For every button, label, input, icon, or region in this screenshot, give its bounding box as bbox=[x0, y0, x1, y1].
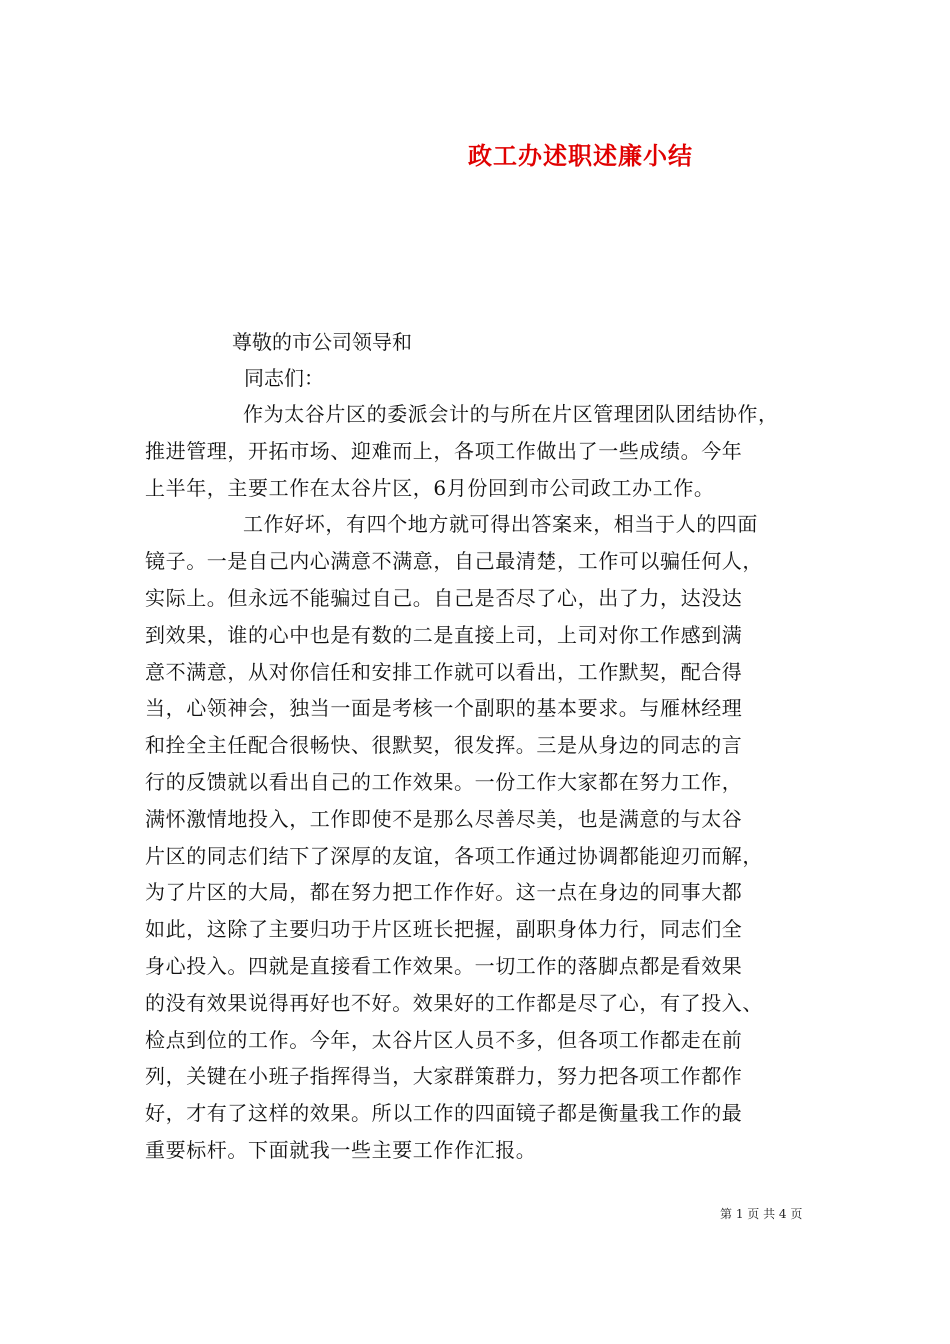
paragraph-2-line-16: 列，关键在小班子指挥得当，大家群策群力，努力把各项工作都作 bbox=[145, 1064, 743, 1089]
paragraph-2-line-18: 重要标杆。下面就我一些主要工作作汇报。 bbox=[145, 1137, 537, 1162]
salutation-line-1: 尊敬的市公司领导和 bbox=[232, 330, 412, 354]
paragraph-2-line-17: 好，才有了这样的效果。所以工作的四面镜子都是衡量我工作的最 bbox=[145, 1101, 743, 1126]
paragraph-1-line-2: 推进管理，开拓市场、迎难而上，各项工作做出了一些成绩。今年 bbox=[145, 438, 743, 463]
salutation-line-2: 同志们： bbox=[244, 366, 324, 390]
paragraph-2-line-9: 满怀激情地投入，工作即使不是那么尽善尽美，也是满意的与太谷 bbox=[145, 806, 743, 831]
paragraph-2-line-4: 到效果，谁的心中也是有数的二是直接上司，上司对你工作感到满 bbox=[145, 622, 743, 647]
paragraph-2-line-13: 身心投入。四就是直接看工作效果。一切工作的落脚点都是看效果 bbox=[145, 953, 743, 978]
document-title: 政工办述职述廉小结 bbox=[468, 141, 693, 170]
paragraph-2-line-8: 行的反馈就以看出自己的工作效果。一份工作大家都在努力工作， bbox=[145, 769, 743, 794]
paragraph-2-line-10: 片区的同志们结下了深厚的友谊，各项工作通过协调都能迎刃而解， bbox=[145, 843, 763, 868]
document-body bbox=[145, 396, 805, 1169]
paragraph-2-line-3: 实际上。但永远不能骗过自己。自己是否尽了心，出了力，达没达 bbox=[145, 585, 743, 610]
paragraph-2-line-11: 为了片区的大局，都在努力把工作作好。这一点在身边的同事大都 bbox=[145, 880, 743, 905]
paragraph-2-line-15: 检点到位的工作。今年，太谷片区人员不多，但各项工作都走在前 bbox=[145, 1027, 743, 1052]
paragraph-2-line-14: 的没有效果说得再好也不好。效果好的工作都是尽了心，有了投入、 bbox=[145, 990, 763, 1015]
paragraph-2-line-7: 和拴全主任配合很畅快、很默契，很发挥。三是从身边的同志的言 bbox=[145, 733, 743, 758]
paragraph-2-line-1: 工作好坏，有四个地方就可得出答案来，相当于人的四面 bbox=[243, 512, 758, 537]
paragraph-2-line-2: 镜子。一是自己内心满意不满意，自己最清楚，工作可以骗任何人， bbox=[145, 549, 763, 574]
paragraph-2-line-6: 当，心领神会，独当一面是考核一个副职的基本要求。与雁林经理 bbox=[145, 696, 743, 721]
paragraph-1-line-3: 上半年，主要工作在太谷片区，6月份回到市公司政工办工作。 bbox=[145, 475, 715, 500]
paragraph-2-line-5: 意不满意，从对你信任和安排工作就可以看出，工作默契，配合得 bbox=[145, 659, 743, 684]
paragraph-1-line-1: 作为太谷片区的委派会计的与所在片区管理团队团结协作， bbox=[243, 402, 779, 426]
page-footer: 第 1 页 共 4 页 bbox=[720, 1207, 803, 1221]
paragraph-2-line-12: 如此，这除了主要归功于片区班长把握，副职身体力行，同志们全 bbox=[145, 917, 743, 942]
